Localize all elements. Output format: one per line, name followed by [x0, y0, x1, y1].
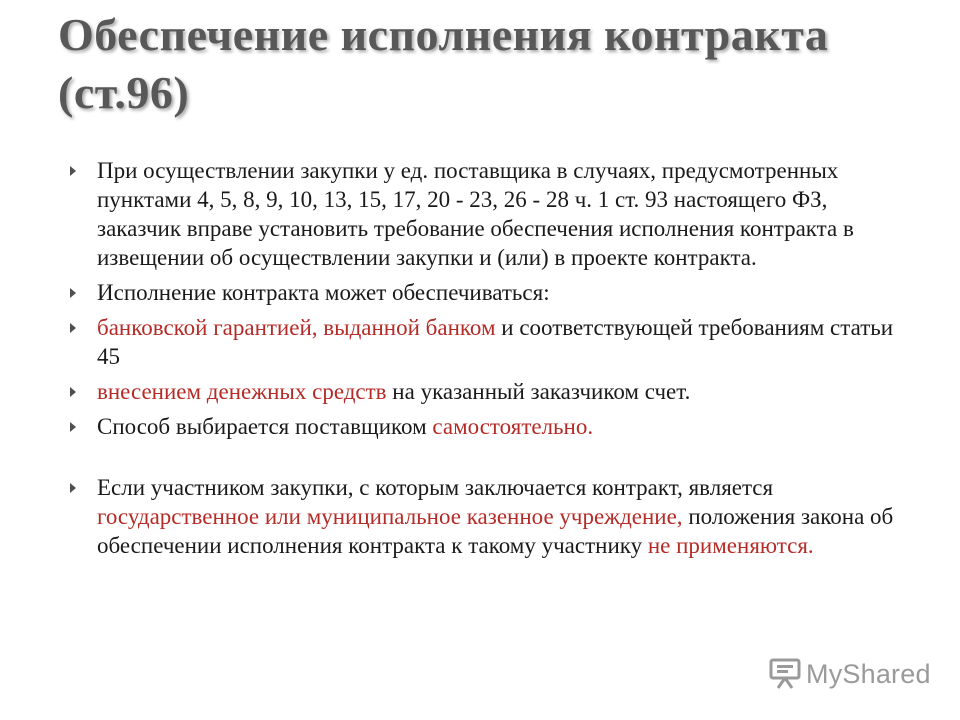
watermark-brand-text: MyShared — [806, 658, 931, 689]
bullet-text: Способ выбирается поставщиком — [97, 414, 433, 439]
bullet-arrow-icon — [70, 166, 76, 176]
bullet-item-3 — [70, 313, 900, 371]
bullet-text: Исполнение контракта может обеспечиваться: — [97, 280, 550, 305]
bullet-text: и соответствующей требованиям статьи 45 — [97, 315, 894, 369]
slide-title — [58, 6, 938, 122]
bullet-list — [70, 156, 900, 566]
bullet-item-4 — [70, 377, 900, 406]
independently-highlight: самостоятельно. — [432, 414, 594, 439]
myshared-watermark — [768, 656, 931, 692]
bullet-text: При осуществлении закупки у ед. поставщика в случаях, предусмотренных пунктами 4, 5, 8, 9, 10, 13, 15, 17, 20 - 23, 26 - 28 ч. 1 ст. 93 настоящего ФЗ, заказчик вправе установить требование обеспечения исполнения контракта в извещении об осуществлении закупки и (или) в проекте контракта. — [97, 158, 854, 270]
bullet-item-1 — [70, 156, 900, 272]
title-line-2: (ст.96) — [58, 67, 190, 118]
bullet-arrow-icon — [70, 323, 76, 333]
institution-highlight: государственное или муниципальное казенное учреждение, — [97, 504, 683, 529]
presentation-board-icon — [768, 658, 802, 690]
cash-deposit-highlight: внесением денежных средств — [97, 379, 387, 404]
bullet-item-2 — [70, 278, 900, 307]
bullet-arrow-icon — [70, 288, 76, 298]
not-applied-highlight: не применяются. — [647, 533, 814, 558]
bank-guarantee-highlight: банковской гарантией, выданной банком — [97, 315, 496, 340]
bullet-arrow-icon — [70, 422, 76, 432]
bullet-text: на указанный заказчиком счет. — [386, 379, 691, 404]
bullet-text: Если участником закупки, с которым заключается контракт, является — [97, 475, 774, 500]
bullet-text: положения закона об обеспечении исполнения контракта к такому участнику — [97, 504, 894, 558]
bullet-arrow-icon — [70, 387, 76, 397]
bullet-item-6 — [70, 473, 900, 560]
title-line-1: Обеспечение исполнения контракта — [58, 9, 829, 60]
bullet-arrow-icon — [70, 483, 76, 493]
bullet-item-5 — [70, 412, 900, 441]
